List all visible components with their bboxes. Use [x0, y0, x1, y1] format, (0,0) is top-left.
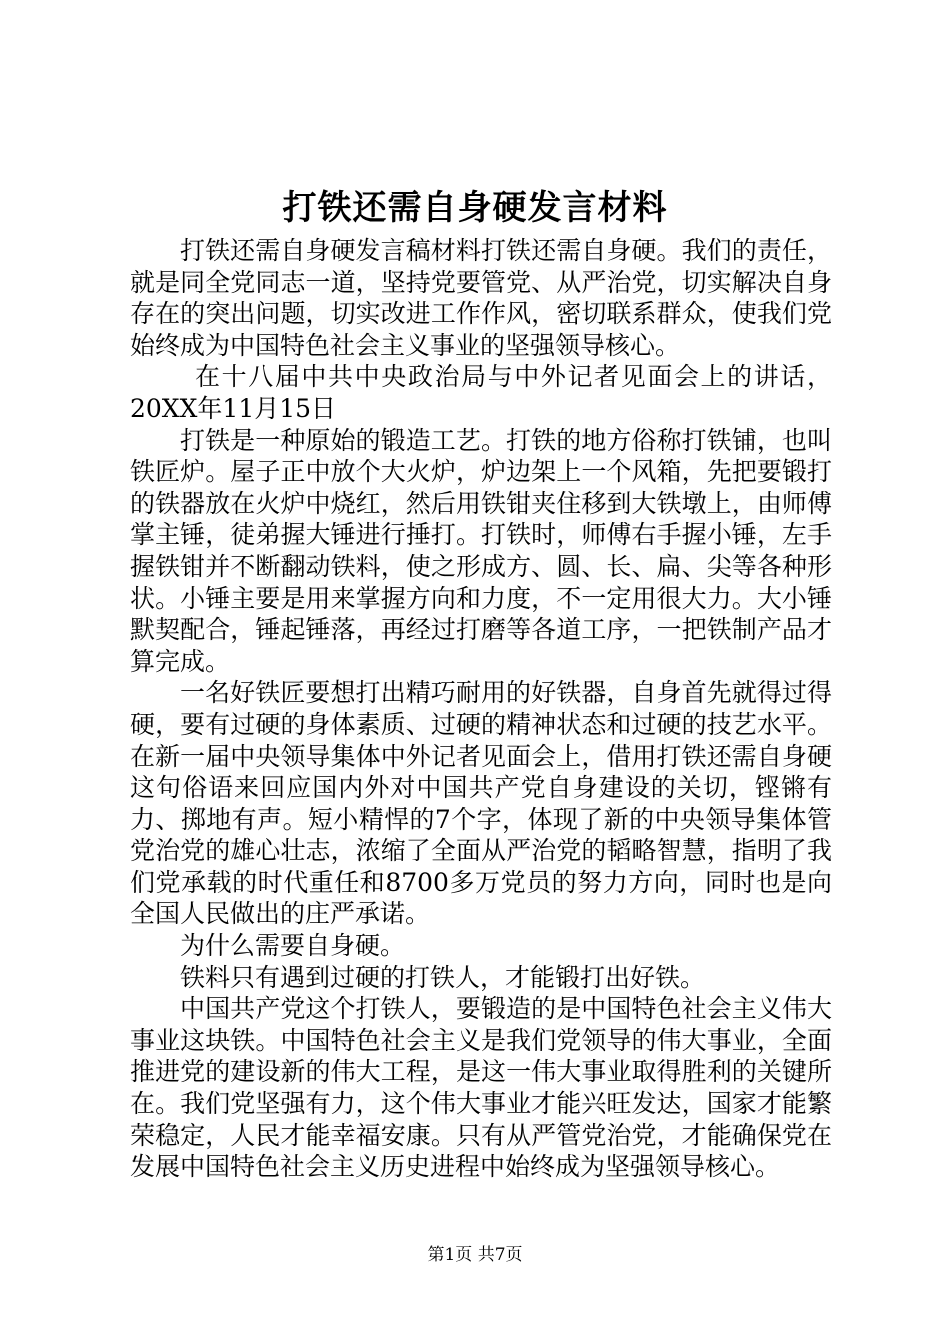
- paragraph: 铁料只有遇到过硬的打铁人，才能锻打出好铁。: [180, 962, 706, 992]
- paragraph: 打铁还需自身硬发言稿材料打铁还需自身硬。我们的责任，就是同全党同志一道，坚持党要管党、从严治党，切实解决自身存在的突出问题，切实改进工作作风，密切联系群众，使我们党始终成为中国特色社会主义事业的坚强领导核心。: [130, 236, 832, 360]
- paragraph-source: 在十八届中共中央政治局与中外记者见面会上的讲话，20XX年11月15日: [130, 362, 832, 423]
- paragraph: 一名好铁匠要想打出精巧耐用的好铁器，自身首先就得过得硬，要有过硬的身体素质、过硬的精神状态和过硬的技艺水平。在新一届中央领导集体中外记者见面会上，借用打铁还需自身硬这句俗语来回应国内外对中国共产党自身建设的关切，铿锵有力、掷地有声。短小精悍的7个字，体现了新的中央领导集体管党治党的雄心壮志，浓缩了全面从严治党的韬略智慧，指明了我们党承载的时代重任和8700多万党员的努力方向，同时也是向全国人民做出的庄严承诺。: [130, 678, 832, 929]
- paragraph: 打铁是一种原始的锻造工艺。打铁的地方俗称打铁铺，也叫铁匠炉。屋子正中放个大火炉，炉边架上一个风箱，先把要锻打的铁器放在火炉中烧红，然后用铁钳夹住移到大铁墩上，由师傅掌主锤，徒弟握大锤进行捶打。打铁时，师傅右手握小锤，左手握铁钳并不断翻动铁料，使之形成方、圆、长、扁、尖等各种形状。小锤主要是用来掌握方向和力度，不一定用很大力。大小锤默契配合，锤起锤落，再经过打磨等各道工序，一把铁制产品才算完成。: [130, 425, 832, 676]
- document-body: [130, 235, 832, 1183]
- paragraph: 中国共产党这个打铁人，要锻造的是中国特色社会主义伟大事业这块铁。中国特色社会主义是我们党领导的伟大事业，全面推进党的建设新的伟大工程，是这一伟大事业取得胜利的关键所在。我们党坚强有力，这个伟大事业才能兴旺发达，国家才能繁荣稳定，人民才能幸福安康。只有从严管党治党，才能确保党在发展中国特色社会主义历史进程中始终成为坚强领导核心。: [130, 994, 832, 1182]
- paragraph: 为什么需要自身硬。: [180, 931, 406, 961]
- page-number-footer: 第1页 共7页: [427, 1245, 523, 1265]
- document-title: 打铁还需自身硬发言材料: [282, 188, 668, 228]
